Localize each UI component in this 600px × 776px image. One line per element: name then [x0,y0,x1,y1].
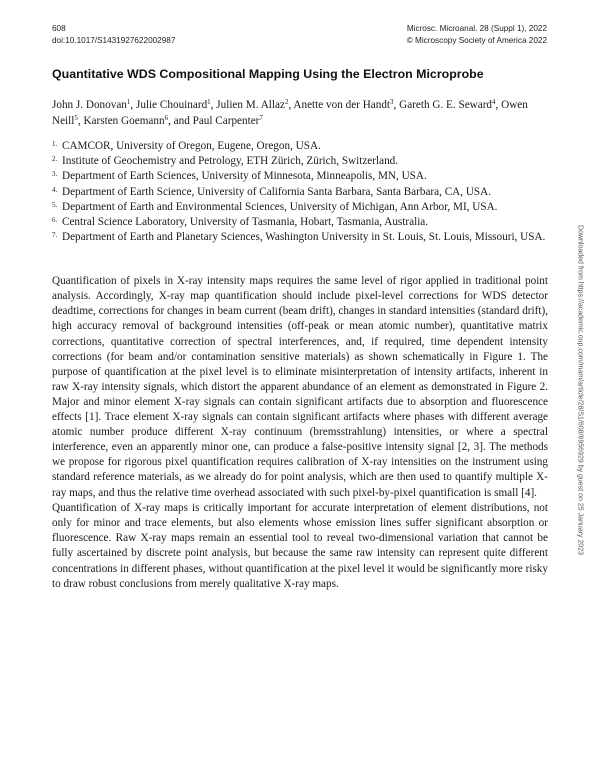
affiliation-list [52,139,552,245]
author-name: Julien M. Allaz [216,99,285,111]
doi-text[interactable]: doi:10.1017/S1431927622002987 [52,36,176,45]
download-watermark: Downloaded from https://academic.oup.com/mam/article/28/S1/608/6956929 by guest on 25 January 2023 [576,225,584,555]
journal-citation: Microsc. Microanal. 28 (Suppl 1), 2022 [406,24,547,33]
author-affiliation-mark: 1 [207,98,211,106]
affiliation-item [52,200,552,215]
paper-title: Quantitative WDS Compositional Mapping Using the Electron Microprobe [52,67,484,81]
author-separator: , [495,99,502,111]
author-name: Karsten Goemann [83,114,165,127]
affiliation-item [52,215,552,230]
affiliation-item [52,169,552,184]
affiliation-text: Department of Earth Sciences, University of Minnesota, Minneapolis, MN, USA. [62,170,427,183]
author-name: Owen Neill [52,99,528,127]
copyright-line: © Microscopy Society of America 2022 [406,36,547,45]
affiliation-number: 2. [52,155,58,164]
author-separator: , [210,99,217,111]
author-name: Anette von der Handt [293,99,391,111]
author-affiliation-mark: 4 [492,98,496,106]
affiliation-number: 6. [52,216,58,225]
affiliation-number: 7. [52,231,58,240]
affiliation-number: 1. [52,140,58,148]
page-header-right [407,23,547,47]
affiliation-number: 4. [52,185,58,194]
page-header-left [52,23,175,47]
affiliation-number: 3. [52,170,58,179]
author-name: John J. Donovan [52,99,127,111]
affiliation-text: Department of Earth Science, University of California Santa Barbara, Santa Barbara, CA, USA. [62,185,492,198]
author-separator: , [288,99,294,111]
affiliation-item [52,139,552,154]
author-affiliation-mark: 5 [74,113,78,122]
body-paragraph-1: Quantification of pixels in X-ray intensity maps requires the same level of rigor applied in traditional point analysis. Accordingly, X-ray map quantification should include pixel-level corrections for WDS detector deadtime, corrections for changes in beam current (beam drift), changes in standard intensities (standard drift), high accuracy removal of background intensities (off-peak or mean atomic number), quantitative matrix corrections, quantitative correction of spectral interferences, and, if required, time dependent intensity corrections (for beam and/or contamination sensitive materials) as shown schematically in Figure 1. The purpose of quantification at the pixel level is to eliminate misinterpretation of intensity artifacts, inherent in raw X-ray intensity signals, which distort the apparent abundance of an element as demonstrated in Figure 2. Major and minor element X-ray signals can contain significant artifacts due to absorption and fluorescence effects [1]. Trace element X-ray signals can contain significant artifacts where phases with different average atomic number produce different X-ray continuum (bremsstrahlung) intensities, or where a spectral interference, even an apparently minor one, can produce a false-positive intensity signal [2, 3]. The methods we propose for rigorous pixel quantification requires calibration of X-ray intensities on the instrument using standard reference materials, as we already do for point analysis, which are then used to quantify multiple X-ray maps, and thus the relative time overhead associated with such pixel-by-pixel quantification is small [4]. [52,275,548,499]
body-paragraph-2: Quantification of X-ray maps is critically important for accurate interpretation of element distributions, not only for minor and trace elements, but also elements whose emission lines suffer significant absorption or fluorescence. Raw X-ray maps remain an essential tool to reveal two-dimensional variation that cannot be fully ascertained by discrete point analysis, but because the same raw intensity can represent quite different concentrations in different phases, without quantification at the pixel level it would be significantly more risky to draw robust conclusions from merely qualitative X-ray maps. [52,502,548,590]
author-separator: , and [168,114,193,127]
affiliation-number: 5. [52,200,58,209]
author-name: Julie Chouinard [136,99,208,111]
affiliation-text: CAMCOR, University of Oregon, Eugene, Oregon, USA. [62,140,321,152]
author-affiliation-mark: 7 [259,113,263,122]
author-separator: , [77,114,84,127]
author-name: Gareth G. E. Seward [399,99,493,111]
affiliation-text: Central Science Laboratory, University of Tasmania, Hobart, Tasmania, Australia. [62,216,429,229]
author-separator: , [393,99,400,111]
affiliation-text: Department of Earth and Environmental Sciences, University of Michigan, Ann Arbor, MI, USA. [62,200,498,213]
author-list [52,98,548,129]
author-separator: , [130,99,136,111]
author-affiliation-mark: 6 [164,113,169,122]
affiliation-item [52,230,552,245]
affiliation-text: Department of Earth and Planetary Sciences, Washington University in St. Louis, St. Louis, Missouri, USA. [62,231,546,244]
author-affiliation-mark: 2 [284,98,289,106]
author-name: Paul Carpenter [192,114,260,127]
affiliation-item [52,154,552,169]
page-number: 608 [52,24,66,33]
author-affiliation-mark: 3 [390,98,394,106]
affiliation-text: Institute of Geochemistry and Petrology, ETH Zürich, Zürich, Switzerland. [62,155,399,168]
author-affiliation-mark: 1 [126,98,131,106]
affiliation-item [52,185,552,200]
